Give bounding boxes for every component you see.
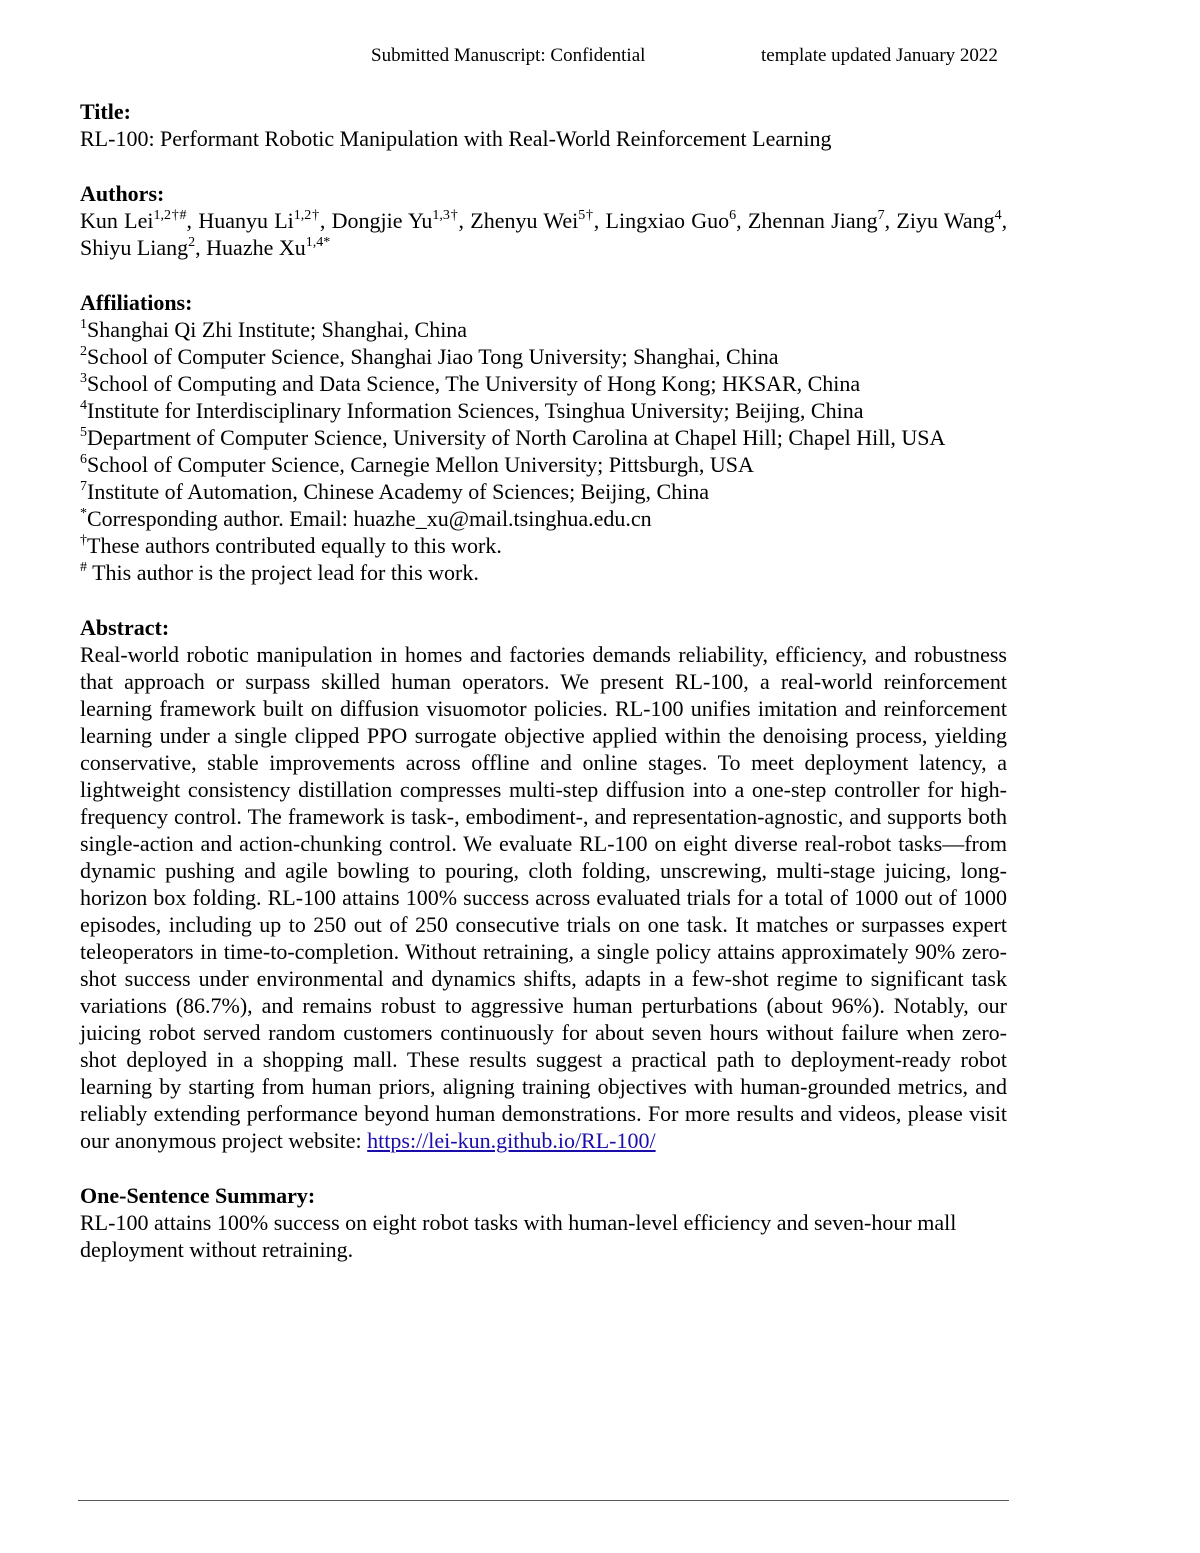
affiliation-mark: # — [80, 560, 87, 575]
affiliation-item — [80, 316, 1007, 343]
affiliation-mark: 1 — [80, 317, 87, 332]
author-name: Huazhe Xu — [206, 235, 306, 260]
affiliation-text: Department of Computer Science, University of North Carolina at Chapel Hill; Chapel Hill, USA — [87, 425, 946, 450]
author-separator: , — [1001, 208, 1008, 233]
affiliation-item — [80, 451, 1007, 478]
author-separator: , — [186, 208, 199, 233]
paper-title: RL-100: Performant Robotic Manipulation with Real-World Reinforcement Learning — [80, 126, 832, 151]
affiliation-mark: 4 — [80, 398, 87, 413]
author-affiliation-mark: 1,4* — [305, 235, 331, 250]
header-left-text: Submitted Manuscript: Confidential — [371, 45, 646, 66]
author-affiliation-mark: 4 — [994, 208, 1002, 223]
author-separator: , — [884, 208, 897, 233]
manuscript-body — [80, 98, 1007, 1263]
abstract-heading: Abstract: — [80, 615, 170, 640]
affiliation-item — [80, 424, 1007, 451]
abstract-section — [80, 614, 1007, 1154]
affiliation-item — [80, 343, 1007, 370]
affiliation-mark: † — [80, 533, 87, 548]
affiliation-text: This author is the project lead for this work. — [87, 560, 479, 585]
author-list — [80, 207, 1007, 261]
author-name: Lingxiao Guo — [605, 208, 730, 233]
summary-section — [80, 1182, 1007, 1263]
affiliation-text: School of Computing and Data Science, The University of Hong Kong; HKSAR, China — [87, 371, 861, 396]
title-heading: Title: — [80, 99, 131, 124]
affiliation-text: Institute of Automation, Chinese Academy of Sciences; Beijing, China — [87, 479, 710, 504]
author-affiliation-mark: 1,2† — [293, 208, 320, 223]
summary-heading: One-Sentence Summary: — [80, 1183, 316, 1208]
author-affiliation-mark: 1,3† — [432, 208, 459, 223]
affiliation-item — [80, 478, 1007, 505]
abstract-text: Real-world robotic manipulation in homes and factories demands reliability, efficiency, and robustness that approach or surpass skilled human operators. We present RL-100, a real-world reinforcement learning framework built on diffusion visuomotor policies. RL-100 unifies imitation and reinforcement learning under a single clipped PPO surrogate objective applied within the denoising process, yielding conservative, stable improvements across offline and online stages. To meet deployment latency, a lightweight consistency distillation compresses multi-step diffusion into a one-step controller for high-frequency control. The framework is task-, embodiment-, and representation-agnostic, and supports both single-action and action-chunking control. We evaluate RL-100 on eight diverse real-robot tasks—from dynamic pushing and agile bowling to pouring, cloth folding, unscrewing, multi-stage juicing, long-horizon box folding. RL-100 attains 100% success across evaluated trials for a total of 1000 out of 1000 episodes, including up to 250 out of 250 consecutive trials on one task. It matches or surpasses expert teleoperators in time-to-completion. Without retraining, a single policy attains approximately 90% zero-shot success under environmental and dynamics shifts, adapts in a few-shot regime to significant task variations (86.7%), and remains robust to aggressive human perturbations (about 96%). Notably, our juicing robot served random customers continuously for about seven hours without failure when zero-shot deployed in a shopping mall. These results suggest a practical path to deployment-ready robot learning by starting from human priors, aligning training objectives with human-grounded metrics, and reliably extending performance beyond human demonstrations. For more results and videos, please visit our anonymous project website: — [80, 642, 1007, 1153]
author-affiliation-mark: 7 — [877, 208, 885, 223]
affiliation-item — [80, 370, 1007, 397]
project-lead-note — [80, 559, 1007, 586]
running-header — [0, 43, 1200, 69]
author-name: Huanyu Li — [198, 208, 294, 233]
affiliation-text: These authors contributed equally to this work. — [87, 533, 502, 558]
affiliation-text: School of Computer Science, Shanghai Jiao Tong University; Shanghai, China — [87, 344, 779, 369]
header-right-text: template updated January 2022 — [761, 45, 998, 66]
authors-heading: Authors: — [80, 181, 165, 206]
corresponding-author-note — [80, 505, 1007, 532]
author-separator: , — [593, 208, 606, 233]
author-name: Zhenyu Wei — [470, 208, 579, 233]
affiliation-mark: 5 — [80, 425, 87, 440]
author-separator: , — [319, 208, 332, 233]
affiliation-mark: 2 — [80, 344, 87, 359]
authors-section — [80, 180, 1007, 261]
author-affiliation-mark: 5† — [578, 208, 594, 223]
author-separator: , — [736, 208, 748, 233]
affiliation-mark: 6 — [80, 452, 87, 467]
footnote-rule — [78, 1500, 1009, 1501]
equal-contribution-note — [80, 532, 1007, 559]
title-section — [80, 98, 1007, 152]
author-name: Dongjie Yu — [331, 208, 433, 233]
affiliation-mark: 7 — [80, 479, 87, 494]
author-affiliation-mark: 2 — [188, 235, 196, 250]
author-affiliation-mark: 6 — [729, 208, 737, 223]
affiliations-heading: Affiliations: — [80, 290, 193, 315]
affiliations-section — [80, 289, 1007, 586]
author-name: Zhennan Jiang — [747, 208, 878, 233]
author-affiliation-mark: 1,2†# — [153, 208, 187, 223]
affiliation-mark: * — [80, 506, 87, 521]
abstract-body — [80, 641, 1007, 1154]
author-separator: , — [458, 208, 471, 233]
author-name: Kun Lei — [80, 208, 154, 233]
affiliation-item — [80, 397, 1007, 424]
affiliation-text: Institute for Interdisciplinary Information Sciences, Tsinghua University; Beijing, China — [87, 398, 864, 423]
affiliation-text: Corresponding author. Email: huazhe_xu@mail.tsinghua.edu.cn — [87, 506, 652, 531]
summary-body: RL-100 attains 100% success on eight robot tasks with human-level efficiency and seven-hour mall deployment without retraining. — [80, 1210, 957, 1262]
author-separator: , — [195, 235, 207, 260]
affiliation-mark: 3 — [80, 371, 87, 386]
project-website-link[interactable]: https://lei-kun.github.io/RL-100/ — [367, 1128, 656, 1153]
affiliation-text: School of Computer Science, Carnegie Mellon University; Pittsburgh, USA — [87, 452, 754, 477]
affiliation-text: Shanghai Qi Zhi Institute; Shanghai, China — [87, 317, 468, 342]
author-name: Shiyu Liang — [80, 235, 189, 260]
author-name: Ziyu Wang — [896, 208, 995, 233]
